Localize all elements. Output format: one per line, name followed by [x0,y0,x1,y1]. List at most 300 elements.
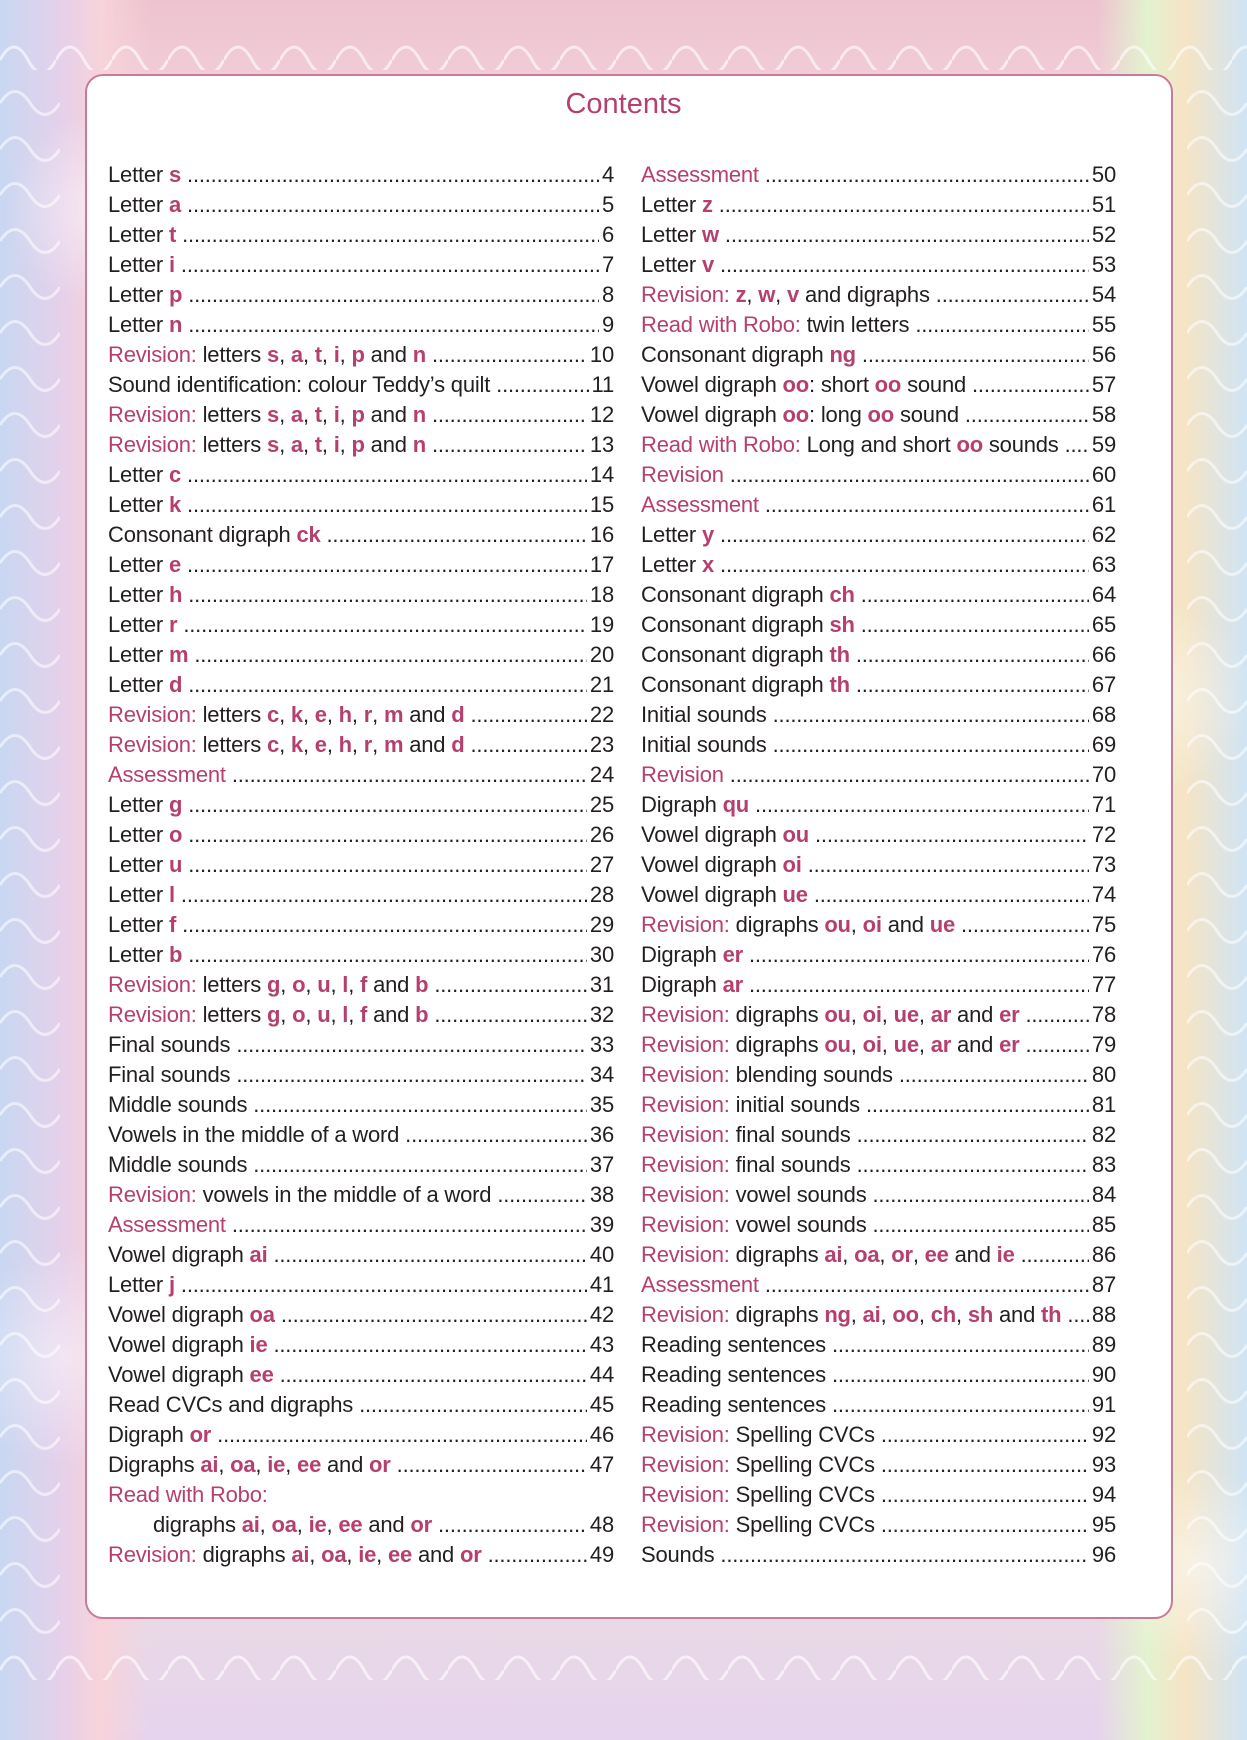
toc-entry [641,280,1116,310]
toc-entry [641,400,1116,430]
toc-letter-highlight: oa [854,1242,880,1267]
toc-letter-highlight: b [168,942,183,967]
background-scallop-top [0,30,1247,70]
toc-letter-highlight: s [267,342,280,367]
toc-entry-title [108,370,490,400]
toc-text: and [948,1242,997,1267]
toc-letter-highlight: l [168,882,175,907]
toc-letter-highlight: f [360,1002,368,1027]
toc-letter-highlight: f [168,912,177,937]
toc-page-number: 32 [589,1002,614,1027]
toc-text: and [367,972,416,997]
dot-leader [856,640,1089,670]
toc-text: , [279,702,291,727]
toc-text: Reading sentences [641,1362,826,1387]
toc-entry-title [641,550,714,580]
dot-leader [915,310,1089,340]
toc-letter-highlight: p [168,282,183,307]
toc-entry [108,1210,614,1240]
toc-entry [108,340,614,370]
toc-letter-highlight: k [290,732,303,757]
toc-text: , [321,432,334,457]
toc-entry-title [641,760,724,790]
toc-page-number: 56 [1091,342,1116,367]
toc-category-label: Revision: [108,342,197,367]
toc-page-number: 76 [1091,942,1116,967]
toc-entry-title [641,820,809,850]
toc-entry [641,1450,1116,1480]
toc-entry [641,160,1116,190]
toc-text: , [302,402,315,427]
toc-entry [641,250,1116,280]
dot-leader [187,460,587,490]
toc-text: , [302,732,315,757]
toc-entry [641,970,1116,1000]
toc-entry [108,1330,614,1360]
dot-leader [187,490,587,520]
toc-text: and [364,432,413,457]
toc-letter-highlight: ck [296,522,321,547]
toc-entry-title [108,190,181,220]
toc-letter-highlight: f [360,972,368,997]
toc-text: , [850,1302,863,1327]
toc-entry [108,1450,614,1480]
toc-text: , [850,1002,863,1027]
toc-entry-title [108,490,181,520]
dot-leader [881,1420,1089,1450]
toc-entry [108,550,614,580]
toc-text: , [881,1002,894,1027]
dot-leader [397,1450,587,1480]
dot-leader [232,760,587,790]
toc-entry [641,1510,1116,1540]
toc-page-number: 40 [589,1242,614,1267]
toc-page-number: 78 [1091,1002,1116,1027]
toc-entry [108,1030,614,1060]
dot-leader [188,670,587,700]
toc-entry-title [641,280,930,310]
toc-entry-title [641,610,855,640]
toc-text: Letter [108,312,169,337]
toc-text: , [842,1242,855,1267]
toc-text: , [346,1542,359,1567]
toc-category-label: Revision: [641,1182,730,1207]
toc-letter-highlight: ue [893,1002,919,1027]
dot-leader [188,850,587,880]
toc-letter-highlight: c [168,462,182,487]
toc-entry [108,730,614,760]
toc-page-number: 33 [589,1032,614,1057]
toc-entry-title [108,1090,247,1120]
toc-text: Letter [641,522,702,547]
toc-text: Final sounds [108,1062,231,1087]
toc-letter-highlight: ch [930,1302,956,1327]
toc-letter-highlight: or [369,1452,391,1477]
toc-category-label: Revision: [641,1062,730,1087]
toc-entry [641,760,1116,790]
toc-text: digraphs [729,912,825,937]
toc-text: digraphs [729,1032,825,1057]
toc-category-label: Read with Robo: [108,1482,268,1507]
toc-letter-highlight: ar [930,1032,952,1057]
toc-entry-title [641,1090,860,1120]
toc-text: , [259,1512,272,1537]
toc-entry [641,1300,1116,1330]
toc-letter-highlight: a [168,192,182,217]
toc-entry-title [641,370,966,400]
toc-text: and [367,1002,416,1027]
toc-entry-title [641,190,713,220]
toc-text: , [302,342,315,367]
toc-category-label: Revision [641,462,724,487]
toc-letter-highlight: ai [862,1302,881,1327]
toc-text: Letter [641,552,702,577]
toc-page-number: 60 [1091,462,1116,487]
toc-text: letters [196,702,268,727]
toc-page-number: 13 [589,432,614,457]
dot-leader [730,760,1089,790]
toc-page-number: 45 [589,1392,614,1417]
toc-text: Letter [108,192,169,217]
toc-page-number: 30 [589,942,614,967]
dot-leader [217,1420,587,1450]
toc-entry [108,1060,614,1090]
toc-text: , [918,1302,931,1327]
toc-entry-title [108,670,182,700]
toc-letter-highlight: oo [956,432,983,457]
toc-entry-title [641,880,808,910]
dot-leader [965,400,1089,430]
toc-text: Vowel digraph [108,1302,250,1327]
toc-category-label: Assessment [641,492,759,517]
toc-category-label: Revision: [641,912,730,937]
toc-text: Letter [108,912,169,937]
toc-entry-title [108,790,182,820]
toc-category-label: Revision: [641,1122,730,1147]
toc-letter-highlight: ou [824,912,851,937]
toc-text: Digraphs [108,1452,201,1477]
dot-leader [856,670,1089,700]
toc-entry [108,1000,614,1030]
dot-leader [814,880,1089,910]
dot-leader [720,520,1089,550]
toc-entry [641,670,1116,700]
toc-page-number: 43 [589,1332,614,1357]
toc-entry [641,1090,1116,1120]
toc-entry [641,880,1116,910]
toc-text: , [279,402,291,427]
toc-category-label: Assessment [108,1212,226,1237]
dot-leader [815,820,1089,850]
toc-text: and [993,1302,1042,1327]
toc-text: , [285,1452,298,1477]
toc-text: , [280,972,293,997]
toc-text: Vowels in the middle of a word [108,1122,400,1147]
dot-leader [181,250,599,280]
dot-leader [755,790,1089,820]
toc-entry-title [641,1180,867,1210]
toc-page-number: 63 [1091,552,1116,577]
dot-leader [432,400,587,430]
toc-entry-title [108,760,226,790]
toc-text: Middle sounds [108,1092,248,1117]
toc-text: and [321,1452,370,1477]
toc-text: Sounds [641,1542,715,1567]
toc-entry [108,160,614,190]
toc-entry [108,640,614,670]
toc-entry-title [108,310,182,340]
toc-page-number: 4 [601,162,614,187]
toc-text: sound [894,402,959,427]
dot-leader [253,1090,587,1120]
toc-entry [641,550,1116,580]
toc-text: digraphs [153,1512,242,1537]
toc-category-label: Revision: [641,1512,730,1537]
toc-page-number: 52 [1091,222,1116,247]
dot-leader [861,580,1089,610]
toc-entry [108,460,614,490]
toc-page-number: 74 [1091,882,1116,907]
toc-text: digraphs [729,1002,825,1027]
dot-leader [236,1060,587,1090]
dot-leader [188,790,587,820]
dot-leader [236,1030,587,1060]
toc-letter-highlight: k [168,492,182,517]
toc-category-label: Revision: [641,1092,730,1117]
toc-entry [641,1330,1116,1360]
toc-letter-highlight: oi [782,852,802,877]
dot-leader [899,1060,1089,1090]
toc-entry-title [641,670,850,700]
toc-text: and [881,912,930,937]
toc-letter-highlight: ai [241,1512,260,1537]
toc-text: and [403,732,452,757]
toc-letter-highlight: th [829,672,850,697]
toc-text: Consonant digraph [641,642,830,667]
toc-text: Vowel digraph [641,402,783,427]
dot-leader [438,1510,587,1540]
toc-letter-highlight: er [999,1032,1020,1057]
toc-category-label: Revision [641,762,724,787]
toc-page-number: 75 [1091,912,1116,937]
toc-text: Digraph [641,972,723,997]
toc-page-number: 19 [589,612,614,637]
toc-entry-title [641,520,714,550]
toc-entry-title [641,1450,875,1480]
toc-letter-highlight: ar [930,1002,952,1027]
toc-entry [641,610,1116,640]
dot-leader [730,460,1089,490]
toc-letter-highlight: a [290,402,303,427]
toc-text: Letter [108,1272,169,1297]
toc-category-label: Revision: [641,1452,730,1477]
toc-letter-highlight: r [168,612,178,637]
toc-letter-highlight: i [333,402,340,427]
dot-leader [765,160,1089,190]
toc-text: sound [901,372,967,397]
toc-text: , [326,702,339,727]
toc-category-label: Revision: [641,1242,730,1267]
toc-letter-highlight: h [338,702,352,727]
toc-letter-highlight: th [1041,1302,1062,1327]
toc-entry [641,1030,1116,1060]
toc-entry-title [641,850,802,880]
toc-entry [108,880,614,910]
toc-entry [108,970,614,1000]
dot-leader [434,1000,587,1030]
toc-letter-highlight: d [451,732,465,757]
toc-text: , [321,342,334,367]
toc-entry [108,1270,614,1300]
toc-text: Long and short [800,432,957,457]
toc-text: Digraph [641,942,723,967]
toc-letter-highlight: sh [829,612,855,637]
toc-column-left [108,160,614,1570]
dot-leader [972,370,1089,400]
dot-leader [471,730,587,760]
toc-letter-highlight: o [168,822,183,847]
toc-text: , [879,1242,892,1267]
dot-leader [1065,430,1089,460]
toc-text: , [326,732,339,757]
toc-page-number: 57 [1091,372,1116,397]
toc-entry-title [641,1420,875,1450]
toc-letter-highlight: ai [291,1542,310,1567]
toc-letter-highlight: ar [722,972,743,997]
toc-entry [108,370,614,400]
dot-leader [280,1360,587,1390]
toc-entry-title [108,970,428,1000]
toc-letter-highlight: s [267,432,280,457]
toc-text: Vowel digraph [108,1242,250,1267]
toc-entry [108,1180,614,1210]
toc-letter-highlight: g [267,972,281,997]
toc-text: initial sounds [729,1092,860,1117]
toc-text: Letter [108,612,169,637]
toc-entry-title [641,1210,867,1240]
toc-entry-title [108,850,182,880]
dot-leader [471,700,587,730]
toc-text: Letter [108,492,169,517]
toc-entry [641,370,1116,400]
toc-text: , [376,1542,388,1567]
toc-page-number: 89 [1091,1332,1116,1357]
toc-page-number: 12 [589,402,614,427]
dot-leader [188,280,599,310]
toc-text: letters [196,1002,268,1027]
toc-letter-highlight: ee [338,1512,363,1537]
toc-page-number: 53 [1091,252,1116,277]
toc-text: , [348,972,361,997]
toc-letter-highlight: ee [924,1242,949,1267]
toc-page-number: 16 [589,522,614,547]
toc-page-number: 21 [589,672,614,697]
toc-text: Initial sounds [641,702,767,727]
toc-entry-title [641,1240,1015,1270]
toc-page-number: 20 [589,642,614,667]
toc-text: , [330,972,343,997]
page-title: Contents [565,88,682,120]
toc-entry-title [641,310,909,340]
toc-letter-highlight: qu [722,792,750,817]
toc-letter-highlight: i [168,252,175,277]
toc-text: Vowel digraph [641,372,783,397]
toc-entry-title [108,1150,247,1180]
toc-text: Letter [641,252,702,277]
toc-entry-title [641,340,856,370]
toc-page-number: 35 [589,1092,614,1117]
toc-entry-title [108,430,426,460]
toc-entry-title [641,700,767,730]
toc-entry [641,1390,1116,1420]
dot-leader [873,1210,1089,1240]
toc-entry [641,640,1116,670]
toc-entry [108,1120,614,1150]
toc-page-number: 46 [589,1422,614,1447]
toc-page-number: 59 [1091,432,1116,457]
toc-entry [108,1390,614,1420]
toc-letter-highlight: ng [829,342,856,367]
dot-leader [434,970,587,1000]
toc-entry-title [641,640,850,670]
toc-page-number: 72 [1091,822,1116,847]
toc-text: , [351,732,364,757]
toc-text: , [305,972,318,997]
toc-text: and [951,1002,1000,1027]
toc-text: , [372,732,384,757]
toc-letter-highlight: u [317,972,331,997]
dot-leader [773,730,1089,760]
toc-text: Consonant digraph [641,342,830,367]
toc-letter-highlight: ue [893,1032,919,1057]
toc-entry [108,1150,614,1180]
toc-text: , [309,1542,322,1567]
toc-entry [641,310,1116,340]
toc-page-number: 47 [589,1452,614,1477]
toc-entry [641,520,1116,550]
toc-letter-highlight: l [342,1002,349,1027]
toc-letter-highlight: ie [249,1332,268,1357]
toc-text: , [280,1002,293,1027]
toc-page-number: 50 [1091,162,1116,187]
toc-page-number: 37 [589,1152,614,1177]
toc-text: sounds [982,432,1059,457]
toc-letter-highlight: p [351,432,365,457]
toc-page-number: 39 [589,1212,614,1237]
toc-letter-highlight: e [314,732,327,757]
dot-leader [253,1150,587,1180]
toc-entry [641,1420,1116,1450]
toc-text: Letter [108,882,169,907]
toc-letter-highlight: ie [358,1542,377,1567]
toc-letter-highlight: ou [782,822,810,847]
toc-page-number: 15 [589,492,614,517]
toc-page-number: 36 [589,1122,614,1147]
toc-text: Letter [108,822,169,847]
toc-page-number: 5 [601,192,614,217]
toc-letter-highlight: p [351,402,365,427]
dot-leader [773,700,1089,730]
toc-page-number: 73 [1091,852,1116,877]
dot-leader [182,910,587,940]
dot-leader [881,1510,1089,1540]
toc-letter-highlight: e [314,702,327,727]
toc-entry-title [641,220,719,250]
toc-text: Letter [108,792,169,817]
dot-leader [861,610,1089,640]
toc-letter-highlight: m [383,732,404,757]
toc-text: Initial sounds [641,732,767,757]
